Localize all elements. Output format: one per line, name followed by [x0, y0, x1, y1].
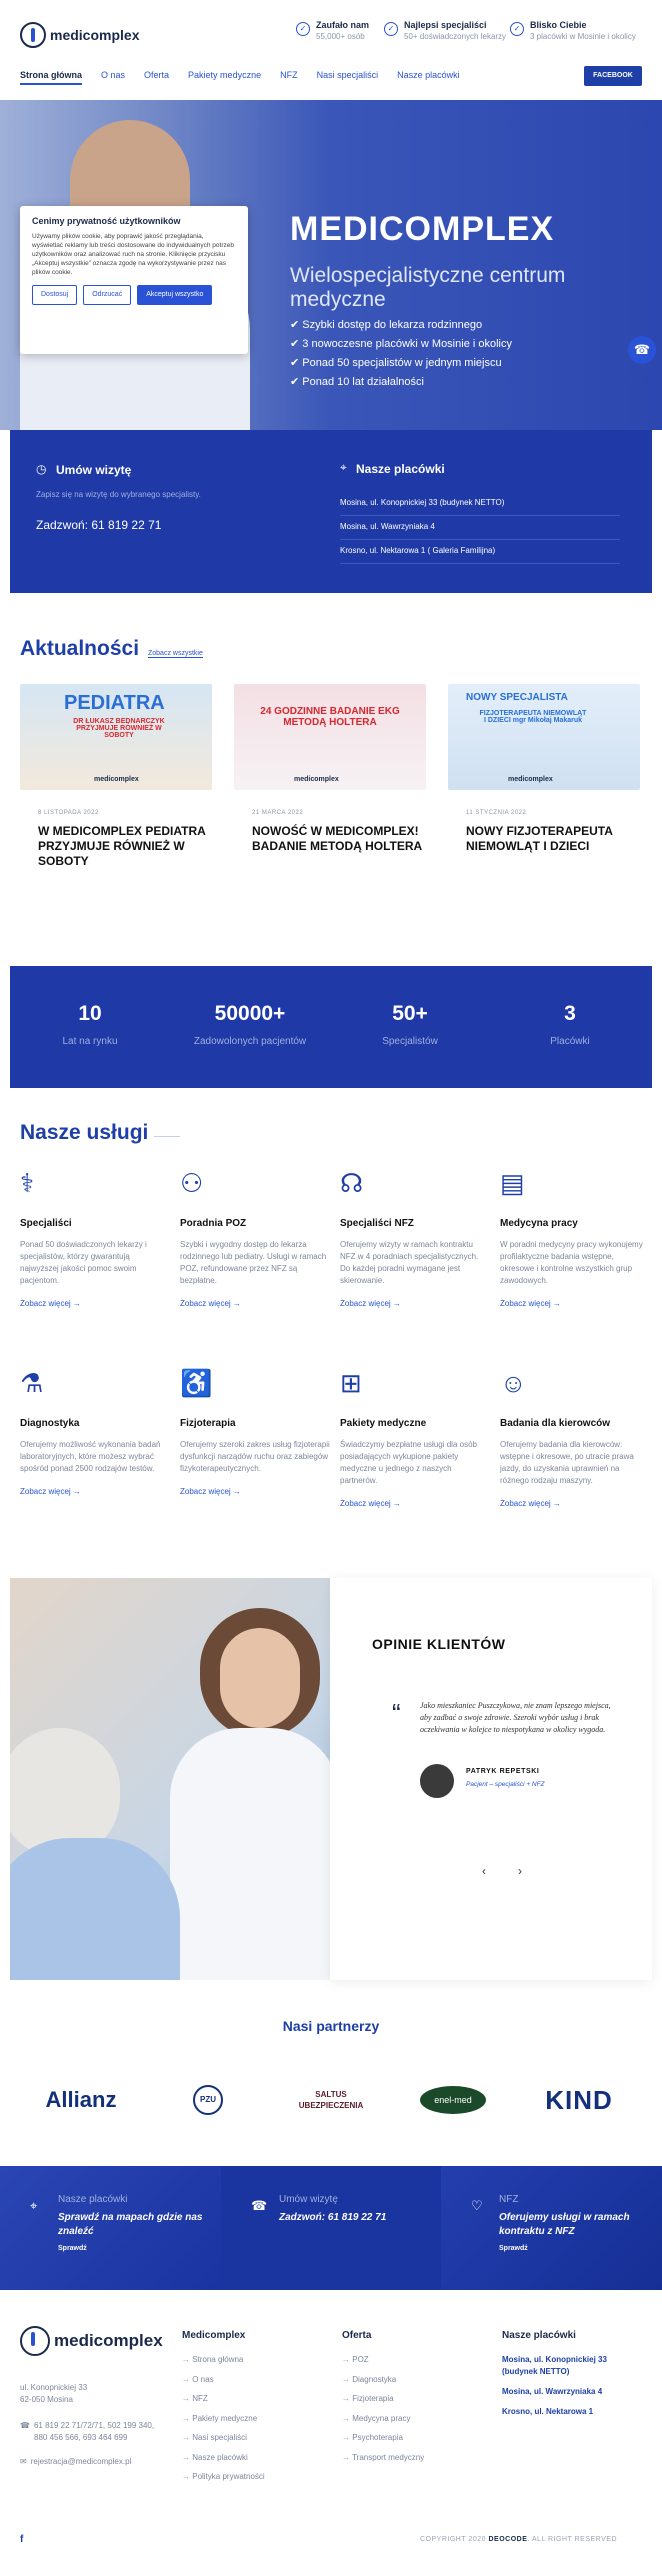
appointment-panel: [10, 430, 652, 593]
testimonial-role: Pacjent – specjaliści + NFZ: [466, 1781, 545, 1788]
footer-phones: [20, 2420, 154, 2444]
service-more-link[interactable]: Zobacz więcej →: [180, 1487, 241, 1496]
news-title-item[interactable]: NOWOŚĆ W MEDICOMPLEX! BADANIE METODĄ HOLTERA: [252, 824, 423, 853]
feature-sub: 3 placówki w Mosinie i okolicy: [530, 32, 636, 41]
cookie-banner: [20, 206, 248, 354]
feature-title: Najlepsi specjaliści: [404, 20, 487, 30]
footer-link[interactable]: → POZ: [342, 2350, 424, 2370]
info-title: Nasze placówki: [58, 2194, 128, 2205]
copyright: COPYRIGHT 2020 DEOCODE. ALL RIGHT RESERVED: [420, 2536, 617, 2543]
partner-logo-kind[interactable]: KIND: [545, 2084, 613, 2115]
cookie-reject-button[interactable]: Odrzucać: [83, 285, 131, 305]
footer: [0, 2290, 662, 2560]
location-pin-icon: ⌖: [340, 460, 347, 474]
service-title: Medycyna pracy: [500, 1218, 578, 1229]
news-image-logo: medicomplex: [508, 776, 553, 783]
feature-title: Zaufało nam: [316, 20, 370, 30]
places-title: Nasze placówki: [356, 462, 445, 476]
stat-value: 50000+: [214, 1002, 286, 1025]
testimonial-name: PATRYK REPETSKI: [466, 1768, 540, 1775]
check-icon: ✓: [296, 22, 310, 36]
service-title: Specjaliści: [20, 1218, 72, 1229]
info-nfz[interactable]: [441, 2166, 662, 2290]
info-title: Umów wizytę: [279, 2194, 338, 2205]
divider: [154, 1136, 180, 1137]
news-image-heading: PEDIATRA: [64, 692, 165, 714]
news-image-sub: DR ŁUKASZ BEDNARCZYK PRZYJMUJE RÓWNIEŻ W SOBOTY: [73, 718, 165, 739]
service-more-link[interactable]: Zobacz więcej →: [500, 1499, 561, 1508]
check-icon: ✓: [510, 22, 524, 36]
partner-logo-pzu[interactable]: PZU: [188, 2080, 228, 2120]
footer-link[interactable]: → Strona główna: [182, 2350, 265, 2370]
feature-trust: [296, 20, 369, 41]
footer-link[interactable]: → O nas: [182, 2370, 265, 2390]
address-line: 62-050 Mosina: [20, 2395, 73, 2404]
footer-link[interactable]: → Fizjoterapia: [342, 2389, 424, 2409]
service-card: [180, 1168, 330, 1308]
footer-link[interactable]: → Polityka prywatności: [182, 2467, 265, 2487]
nav-packages[interactable]: Pakiety medyczne: [188, 70, 262, 80]
service-title: Poradnia POZ: [180, 1218, 247, 1229]
clipboard-icon: ▤: [500, 1168, 525, 1198]
hero-subtitle: Wielospecjalistyczne centrum medyczne: [290, 264, 566, 311]
footer-links: [182, 2350, 265, 2487]
info-body: Sprawdź na mapach gdzie nas znaleźć: [58, 2212, 203, 2237]
logo[interactable]: [20, 22, 139, 48]
physio-icon: ♿: [180, 1368, 213, 1398]
doctor-icon: ⚕: [20, 1168, 35, 1198]
phone-icon: ☎: [251, 2198, 268, 2213]
service-more-link[interactable]: Zobacz więcej →: [20, 1299, 81, 1308]
prev-arrow-icon[interactable]: ‹: [482, 1864, 486, 1878]
family-icon: ⚇: [180, 1168, 204, 1198]
hero-bullet: ✔ Ponad 10 lat działalności: [290, 375, 512, 388]
address-line: ul. Konopnickiej 33: [20, 2383, 88, 2392]
stat-label: Lat na rynku: [62, 1036, 118, 1047]
nav-places[interactable]: Nasze placówki: [397, 70, 460, 80]
nav-nfz[interactable]: NFZ: [280, 70, 298, 80]
testimonial-quote: Jako mieszkaniec Puszczykowa, nie znam lepszego miejsca, aby zadbać o swoje zdrowie. Szeroki wybór usług i brak oczekiwania w kolejce to niespotykana w okolicy wygoda.: [420, 1701, 611, 1734]
footer-link[interactable]: → Nasze placówki: [182, 2448, 265, 2468]
footer-link[interactable]: → Psychoterapia: [342, 2428, 424, 2448]
service-card: [20, 1168, 170, 1308]
logo-text: medicomplex: [54, 2331, 163, 2350]
info-link[interactable]: Sprawdź: [58, 2245, 87, 2252]
news-image-heading: 24 GODZINNE BADANIE EKG METODĄ HOLTERA: [260, 706, 400, 728]
service-desc: Szybki i wygodny dostęp do lekarza rodzinnego lub pediatry. Usługi w ramach POZ, refundowane przez NFZ są bezpłatne.: [180, 1240, 327, 1285]
service-card: [340, 1168, 490, 1308]
footer-link[interactable]: → Medycyna pracy: [342, 2409, 424, 2429]
service-desc: Oferujemy badania dla kierowców: wstępne i okresowe, po utracie prawa jazdy, do uzyskania uprawnień na różnego rodzaju maszyny.: [500, 1440, 634, 1485]
service-title: Specjaliści NFZ: [340, 1218, 414, 1229]
stat-label: Zadowolonych pacjentów: [193, 1036, 307, 1047]
info-link[interactable]: Sprawdź: [499, 2245, 528, 2252]
mail-icon: ✉: [20, 2457, 27, 2466]
service-card: [20, 1368, 170, 1496]
partner-logo-allianz[interactable]: Allianz: [45, 2087, 117, 2112]
cookie-customize-button[interactable]: Dostosuj: [32, 285, 77, 305]
service-title: Badania dla kierowców: [500, 1418, 611, 1429]
news-title: Aktualności: [20, 637, 140, 660]
hero-title: MEDICOMPLEX: [290, 210, 555, 248]
stats-panel: [10, 966, 652, 1088]
info-body: Zadzwoń: 61 819 22 71: [279, 2212, 387, 2223]
place-item[interactable]: Mosina, ul. Konopnickiej 33 (budynek NETTO): [340, 498, 620, 516]
news-image-sub: FIZJOTERAPEUTA NIEMOWLĄT I DZIECI mgr Mikołaj Makaruk: [479, 710, 587, 724]
testimonial-photo: [10, 1578, 330, 1980]
testimonial-card: [330, 1578, 652, 1980]
footer-address: [20, 2382, 87, 2406]
service-more-link[interactable]: Zobacz więcej →: [180, 1299, 241, 1308]
stethoscope-icon: ☊: [340, 1168, 364, 1198]
hero-bullet: ✔ Ponad 50 specjalistów w jednym miejscu: [290, 356, 512, 369]
hero-bullets: [290, 318, 512, 394]
main-nav: [20, 70, 460, 85]
news-image[interactable]: [448, 684, 640, 790]
footer-link[interactable]: → NFZ: [182, 2389, 265, 2409]
info-title: NFZ: [499, 2194, 519, 2205]
phone-line[interactable]: 880 456 566, 693 464 699: [34, 2433, 128, 2442]
info-bar: [0, 2166, 662, 2290]
info-body: Oferujemy usługi w ramach kontraktu z NFZ: [499, 2212, 630, 2237]
footer-email[interactable]: [20, 2456, 131, 2468]
check-icon: ✓: [384, 22, 398, 36]
info-appointment[interactable]: [221, 2166, 442, 2290]
service-more-link[interactable]: Zobacz więcej →: [20, 1487, 81, 1496]
feature-close: [510, 20, 636, 41]
footer-place[interactable]: Mosina, ul. Konopnickiej 33 (budynek NETTO): [502, 2355, 607, 2376]
stat-value: 50+: [392, 1002, 428, 1025]
appointment-sub: Zapisz się na wizytę do wybranego specjalisty.: [36, 490, 201, 499]
footer-col-title: Oferta: [342, 2330, 372, 2341]
partner-logo-enelmed[interactable]: enel-med: [420, 2080, 486, 2120]
news-image-logo: medicomplex: [94, 776, 139, 783]
cookie-text: Używamy plików cookie, aby poprawić jakość przeglądania, wyświetlać reklamy lub treści dostosowane do indywidualnych potrzeb użytkowników oraz analizować ruch na stronie. Kliknięcie przycisku „Akceptuj wszystkie” oznacza zgodę na wykorzystywanie przez nas plików cookie.: [32, 233, 234, 276]
footer-link[interactable]: → Pakiety medyczne: [182, 2409, 265, 2429]
logo-mark-icon: [20, 2326, 50, 2356]
service-card: [500, 1368, 650, 1508]
footer-logo[interactable]: [20, 2326, 163, 2356]
email-text: rejestracja@medicomplex.pl: [30, 2457, 132, 2466]
news-date: 8 LISTOPADA 2022: [38, 810, 99, 816]
facebook-icon[interactable]: f: [20, 2534, 24, 2545]
service-desc: Świadczymy bezpłatne usługi dla osób posiadających wykupione pakiety medyczne u jednego z naszych partnerów.: [340, 1440, 477, 1485]
footer-link[interactable]: → Diagnostyka: [342, 2370, 424, 2390]
service-title: Pakiety medyczne: [340, 1418, 427, 1429]
service-title: Fizjoterapia: [180, 1418, 236, 1429]
footer-places: [502, 2354, 642, 2426]
quote-icon: “: [392, 1698, 401, 1728]
cookie-accept-button[interactable]: Akceptuj wszystko: [137, 285, 212, 305]
news-title-item[interactable]: W MEDICOMPLEX PEDIATRA PRZYJMUJE RÓWNIEŻ W SOBOTY: [38, 824, 206, 868]
next-arrow-icon[interactable]: ›: [518, 1864, 522, 1878]
testimonials-title: OPINIE KLIENTÓW: [372, 1636, 506, 1652]
appointment-phone[interactable]: Zadzwoń: 61 819 22 71: [36, 518, 162, 532]
stat-value: 3: [564, 1002, 576, 1025]
place-item[interactable]: Krosno, ul. Nektarowa 1 ( Galeria Familijna): [340, 546, 620, 564]
news-date: 11 STYCZNIA 2022: [466, 810, 527, 816]
service-desc: Oferujemy możliwość wykonania badań laboratoryjnych, które możesz wybrać spośród ponad 2500 rodzajów testów.: [20, 1440, 161, 1473]
partner-logo-saltus[interactable]: SALTUS UBEZPIECZENIA: [298, 2090, 364, 2110]
service-card: [180, 1368, 330, 1496]
footer-col-title: Nasze placówki: [502, 2330, 576, 2341]
info-places[interactable]: [0, 2166, 221, 2290]
heart-pulse-icon: ♡: [471, 2198, 483, 2213]
service-more-link[interactable]: Zobacz więcej →: [340, 1499, 401, 1508]
phone-icon: ☎: [20, 2421, 30, 2430]
service-more-link[interactable]: Zobacz więcej →: [340, 1299, 401, 1308]
footer-links: [342, 2350, 424, 2467]
news-date: 21 MARCA 2022: [252, 810, 304, 816]
nav-about[interactable]: O nas: [101, 70, 126, 80]
footer-place[interactable]: Mosina, ul. Wawrzyniaka 4: [502, 2387, 603, 2396]
phone-line[interactable]: 61 819 22 71/72/71, 502 199 340,: [33, 2421, 155, 2430]
logo-mark-icon: [20, 22, 46, 48]
footer-link[interactable]: → Nasi specjaliści: [182, 2428, 265, 2448]
location-pin-icon: ⌖: [30, 2198, 38, 2213]
stat: [490, 1002, 650, 1047]
service-desc: Ponad 50 doświadczonych lekarzy i specjalistów, którzy gwarantują najwyższej jakości pomoc swoim pacjentom.: [20, 1240, 147, 1285]
clock-icon: ◷: [36, 462, 47, 476]
service-desc: Oferujemy szeroki zakres usług fizjoterapii dysfunkcji narządów ruchu oraz zabiegów fizykoterapeutycznych.: [180, 1440, 330, 1473]
stat-label: Placówki: [550, 1036, 590, 1047]
stat: [330, 1002, 490, 1047]
place-item[interactable]: Mosina, ul. Wawrzyniaka 4: [340, 522, 620, 540]
feature-specialists: [384, 20, 506, 41]
news-title-item[interactable]: NOWY FIZJOTERAPEUTA NIEMOWLĄT I DZIECI: [466, 824, 613, 853]
feature-sub: 55,000+ osób: [316, 32, 365, 41]
feature-sub: 50+ doświadczonych lekarzy: [404, 32, 507, 41]
syringe-icon: ⚗: [20, 1368, 44, 1398]
logo-text: medicomplex: [50, 27, 140, 43]
service-card: [500, 1168, 650, 1308]
driver-icon: ☺: [500, 1368, 527, 1398]
feature-title: Blisko Ciebie: [530, 20, 587, 30]
service-card: [340, 1368, 490, 1508]
stat: [170, 1002, 330, 1047]
service-desc: Oferujemy wizyty w ramach kontraktu NFZ w 4 poradniach specjalistycznych. Do każdej poradni wymagane jest skierowanie.: [340, 1240, 479, 1285]
footer-link[interactable]: → Transport medyczny: [342, 2448, 424, 2468]
news-all-link[interactable]: Zobacz wszystkie: [148, 650, 203, 657]
nav-offer[interactable]: Oferta: [144, 70, 170, 80]
nav-home[interactable]: Strona główna: [20, 70, 82, 85]
medkit-icon: ⊞: [340, 1368, 362, 1398]
news-image[interactable]: [20, 684, 212, 790]
phone-icon: ☎: [633, 342, 651, 357]
service-title: Diagnostyka: [20, 1418, 80, 1429]
nav-specialists[interactable]: Nasi specjaliści: [316, 70, 379, 80]
cookie-title: Cenimy prywatność użytkowników: [32, 216, 181, 226]
news-image-heading: NOWY SPECJALISTA: [466, 692, 568, 703]
news-image[interactable]: [234, 684, 426, 790]
footer-col-title: Medicomplex: [182, 2330, 246, 2341]
partners-title: Nasi partnerzy: [282, 2018, 380, 2034]
avatar: [420, 1764, 454, 1798]
stat: [10, 1002, 170, 1047]
news-image-logo: medicomplex: [294, 776, 339, 783]
hero-bullet: ✔ 3 nowoczesne placówki w Mosinie i okolicy: [290, 337, 512, 350]
service-desc: W poradni medycyny pracy wykonujemy profilaktyczne badania wstępne, okresowe i kontrolne wszystkich grup zawodowych.: [500, 1240, 643, 1285]
phone-float-button[interactable]: [628, 336, 656, 364]
service-more-link[interactable]: Zobacz więcej →: [500, 1299, 561, 1308]
footer-place[interactable]: Krosno, ul. Nektarowa 1: [502, 2407, 594, 2416]
hero-bullet: ✔ Szybki dostęp do lekarza rodzinnego: [290, 318, 512, 331]
appointment-title: Umów wizytę: [56, 463, 132, 477]
stat-label: Specjalistów: [382, 1036, 438, 1047]
facebook-button[interactable]: FACEBOOK: [584, 66, 642, 86]
services-title: Nasze usługi: [20, 1121, 149, 1144]
site-header: [0, 0, 662, 100]
stat-value: 10: [78, 1002, 102, 1025]
